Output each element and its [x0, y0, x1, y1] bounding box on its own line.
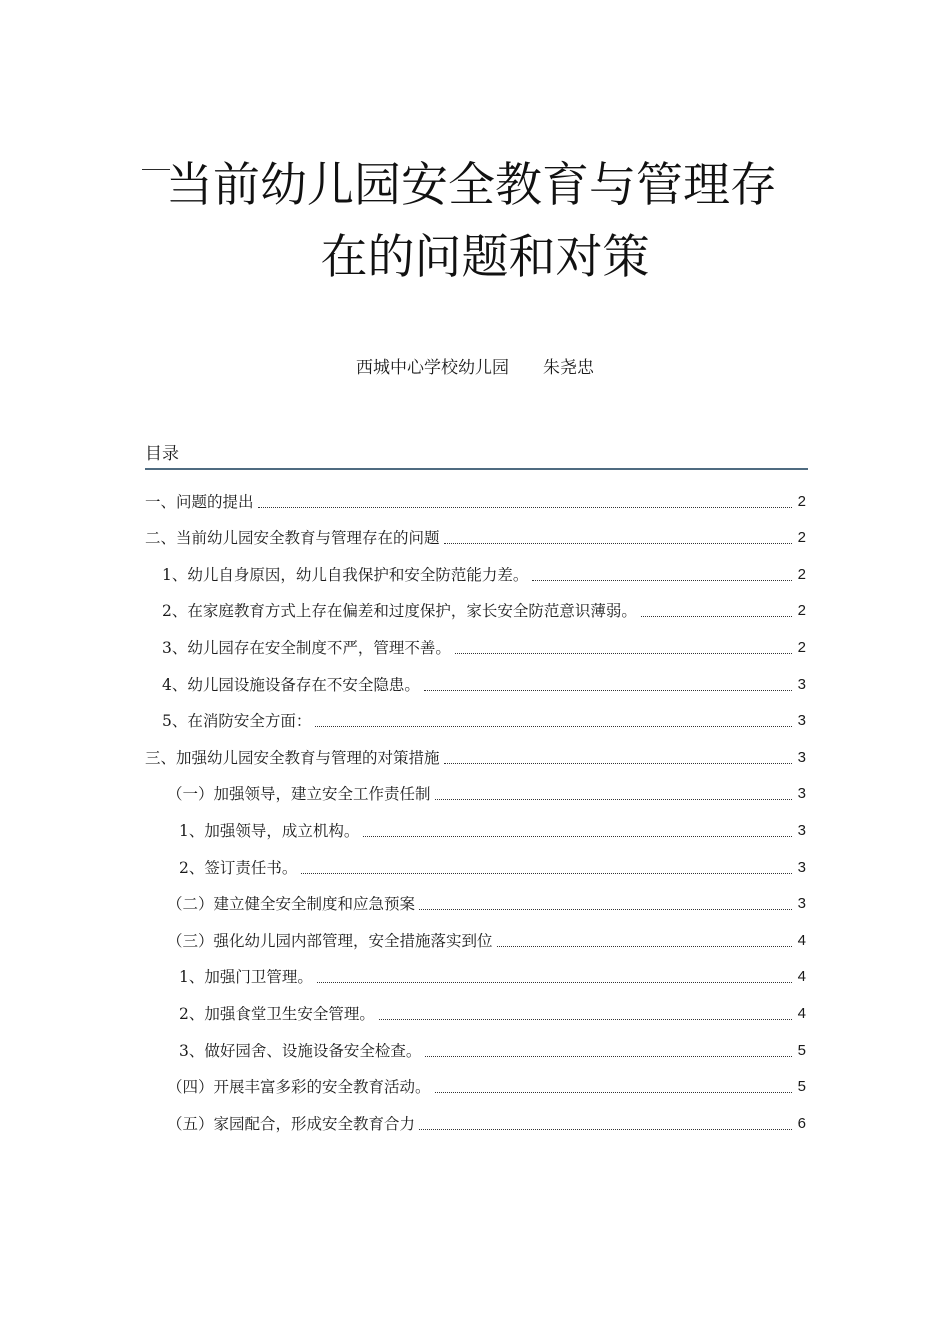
toc-page-number: 4 [797, 1004, 806, 1022]
title-line-2: 在的问题和对策 [320, 230, 650, 285]
toc-entry[interactable] [145, 918, 806, 955]
toc-entry[interactable] [145, 1065, 806, 1102]
toc-leader-dots [363, 836, 792, 837]
toc-entry-text: 2、在家庭教育方式上存在偏差和过度保护，家长安全防范意识薄弱。 [162, 602, 637, 621]
toc-entry-text: 3、幼儿园存在安全制度不严，管理不善。 [162, 638, 451, 657]
toc-page-number: 2 [797, 529, 806, 547]
document-title [140, 150, 830, 294]
toc-entry[interactable] [145, 516, 806, 553]
table-of-contents [145, 479, 806, 1138]
toc-leader-dots [419, 1129, 792, 1130]
toc-page-number: 6 [797, 1114, 806, 1132]
author-name: 朱尧忠 [543, 358, 594, 378]
toc-leader-dots [315, 726, 792, 727]
toc-entry[interactable] [145, 1101, 806, 1138]
toc-leader-dots [532, 580, 792, 581]
toc-entry[interactable] [145, 735, 806, 772]
toc-page-number: 3 [797, 748, 806, 766]
author-organization: 西城中心学校幼儿园 [356, 358, 509, 378]
toc-leader-dots [258, 507, 792, 508]
toc-page-number: 5 [797, 1078, 806, 1096]
toc-entry[interactable] [145, 479, 806, 516]
title-line-1: 当前幼儿园安全教育与管理存 [166, 158, 777, 213]
toc-entry[interactable] [145, 955, 806, 992]
toc-entry-text: （二）建立健全安全制度和应急预案 [167, 895, 416, 914]
toc-page-number: 5 [797, 1041, 806, 1059]
toc-entry[interactable] [145, 845, 806, 882]
toc-page-number: 3 [797, 675, 806, 693]
toc-leader-dots [419, 909, 792, 910]
toc-leader-dots [497, 946, 792, 947]
toc-entry[interactable] [145, 1028, 806, 1065]
toc-entry[interactable] [145, 772, 806, 809]
toc-page-number: 2 [797, 638, 806, 656]
toc-page-number: 3 [797, 858, 806, 876]
toc-heading-rule [145, 468, 808, 470]
toc-entry-text: 1、加强领导，成立机构。 [179, 821, 360, 840]
toc-page-number: 2 [797, 565, 806, 583]
toc-page-number: 3 [797, 895, 806, 913]
author-line [0, 354, 950, 382]
toc-leader-dots [641, 616, 792, 617]
toc-leader-dots [435, 1092, 792, 1093]
toc-leader-dots [317, 982, 792, 983]
toc-entry[interactable] [145, 991, 806, 1028]
toc-leader-dots [435, 799, 792, 800]
toc-entry-text: （三）强化幼儿园内部管理，安全措施落实到位 [167, 931, 493, 950]
toc-entry[interactable] [145, 882, 806, 919]
toc-entry[interactable] [145, 808, 806, 845]
toc-leader-dots [444, 543, 792, 544]
toc-entry-text: 3、做好园舍、设施设备安全检查。 [179, 1041, 422, 1060]
toc-entry-text: 1、加强门卫管理。 [179, 968, 313, 987]
toc-entry-text: 1、幼儿自身原因，幼儿自我保护和安全防范能力差。 [162, 565, 529, 584]
toc-leader-dots [379, 1019, 792, 1020]
toc-entry[interactable] [145, 699, 806, 736]
toc-page-number: 4 [797, 968, 806, 986]
toc-entry[interactable] [145, 662, 806, 699]
toc-leader-dots [301, 873, 792, 874]
toc-entry-text: 2、签订责任书。 [179, 858, 298, 877]
toc-entry[interactable] [145, 589, 806, 626]
toc-page-number: 3 [797, 712, 806, 730]
toc-leader-dots [425, 1056, 792, 1057]
toc-entry-text: 5、在消防安全方面： [162, 712, 312, 731]
toc-entry[interactable] [145, 552, 806, 589]
toc-page-number: 2 [797, 602, 806, 620]
toc-page-number: 4 [797, 931, 806, 949]
toc-entry-text: 一、问题的提出 [145, 492, 254, 511]
toc-entry-text: （五）家园配合，形成安全教育合力 [167, 1114, 416, 1133]
toc-entry-text: （一）加强领导，建立安全工作责任制 [167, 785, 431, 804]
toc-entry-text: 二、当前幼儿园安全教育与管理存在的问题 [145, 529, 440, 548]
toc-entry-text: 2、加强食堂卫生安全管理。 [179, 1004, 375, 1023]
toc-entry-text: 三、加强幼儿园安全教育与管理的对策措施 [145, 748, 440, 767]
toc-leader-dots [424, 690, 792, 691]
toc-entry[interactable] [145, 625, 806, 662]
toc-page-number: 3 [797, 785, 806, 803]
toc-leader-dots [455, 653, 792, 654]
toc-page-number: 3 [797, 821, 806, 839]
toc-entry-text: （四）开展丰富多彩的安全教育活动。 [167, 1078, 431, 1097]
toc-leader-dots [444, 763, 792, 764]
toc-entry-text: 4、幼儿园设施设备存在不安全隐患。 [162, 675, 420, 694]
toc-heading: 目录 [145, 444, 179, 464]
toc-page-number: 2 [797, 492, 806, 510]
